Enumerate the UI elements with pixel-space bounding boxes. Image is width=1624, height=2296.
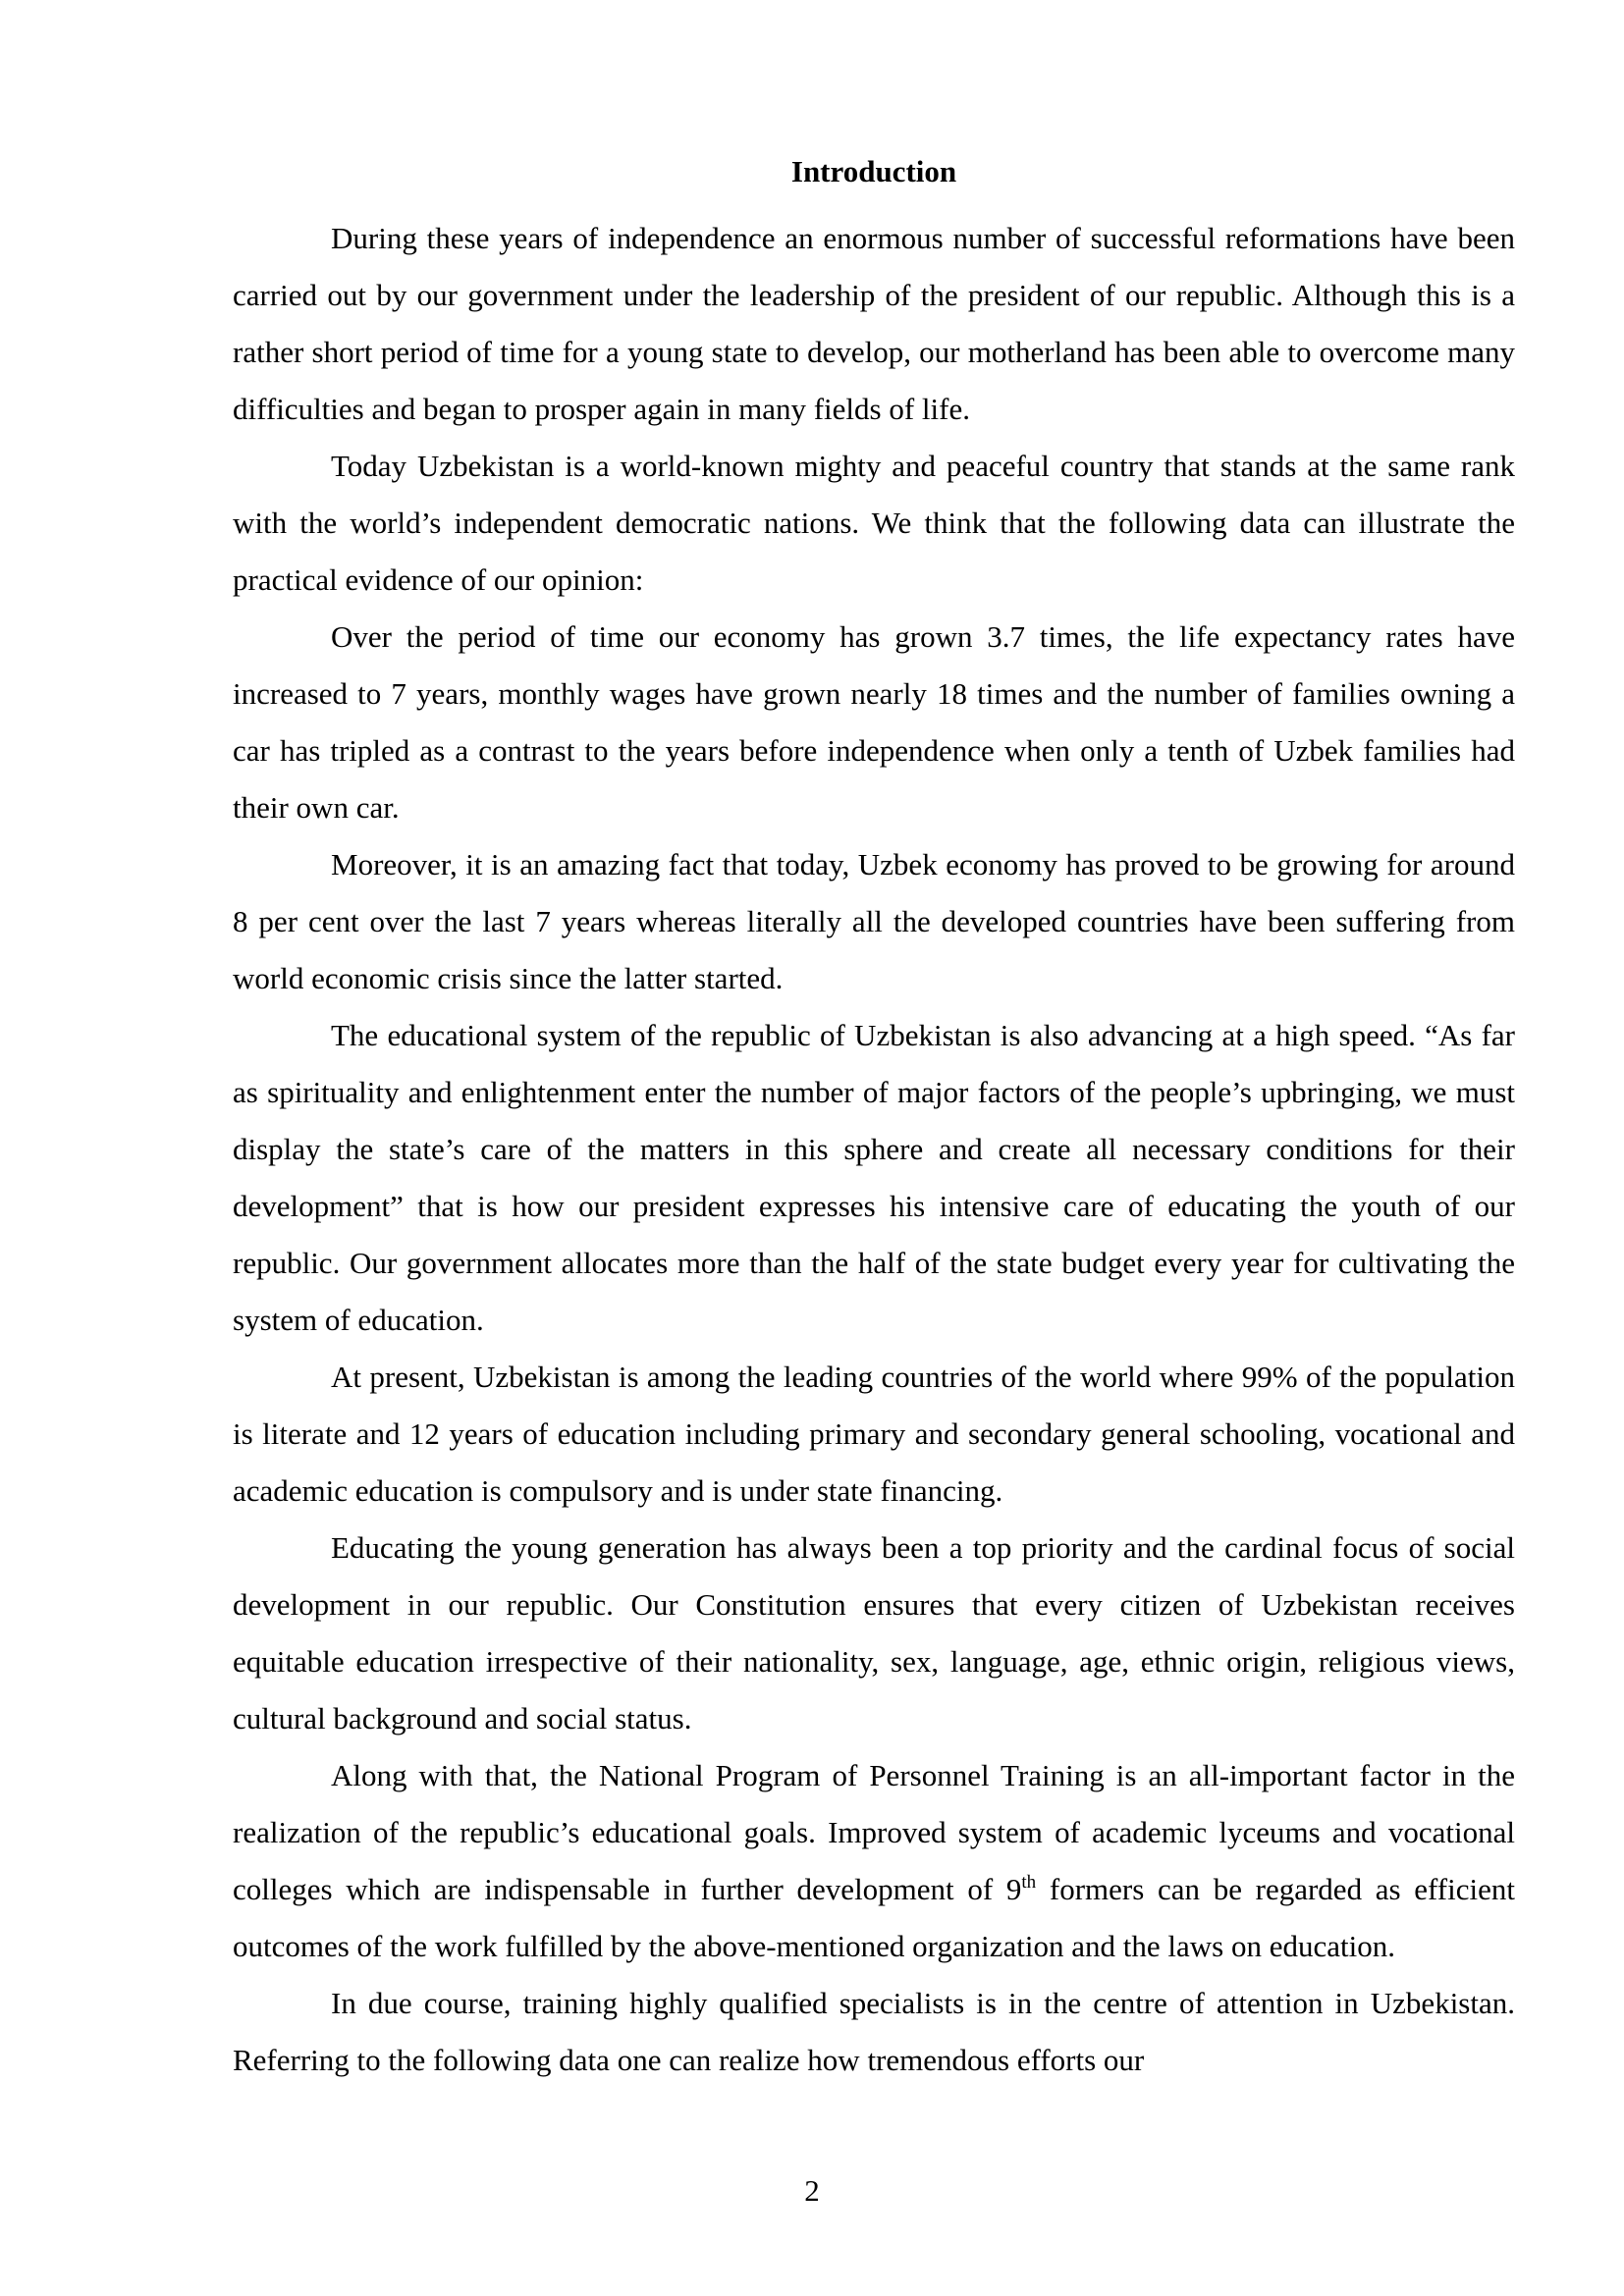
ordinal-superscript: th [1021,1872,1037,1893]
paragraph-2: Today Uzbekistan is a world-known mighty and peaceful country that stands at the same rank with the world’s independent democratic nations. We think that the following data can illustrate the practical evidence of our opinion: [233,449,1515,597]
paragraph-3: Over the period of time our economy has grown 3.7 times, the life expectancy rates have increased to 7 years, monthly wages have grown nearly 18 times and the number of families owning a car has tripled as a contrast to the years before independence when only a tenth of Uzbek families had their own car. [233,619,1515,825]
paragraph-5: The educational system of the republic of Uzbekistan is also advancing at a high speed. “As far as spirituality and enlightenment enter the number of major factors of the people’s upbringing, we must display the state’s care of the matters in this sphere and create all necessary conditions for their development” that is how our president expresses his intensive care of educating the youth of our republic. Our government allocates more than the half of the state budget every year for cultivating the system of education. [233,1018,1515,1337]
paragraph-8 [233,1747,1515,1975]
body-text [233,210,1515,2089]
page-number: 2 [804,2173,820,2208]
paragraph-6: At present, Uzbekistan is among the leading countries of the world where 99% of the population is literate and 12 years of education including primary and secondary general schooling, vocational and academic education is compulsory and is under state financing. [233,1360,1515,1508]
paragraph-8-text-after: formers can be regarded as efficient outcomes of the work fulfilled by the above-mentioned organization and the laws on education. [233,1872,1515,1963]
paragraph-8-text-before: Along with that, the National Program of Personnel Training is an all-important factor in the realization of the republic’s educational goals. Improved system of academic lyceums and vocational colleges which are indispensable in further development of 9 [233,1758,1515,1906]
paragraph-1: During these years of independence an enormous number of successful reformations have been carried out by our government under the leadership of the president of our republic. Although this is a rather short period of time for a young state to develop, our motherland has been able to overcome many difficulties and began to prosper again in many fields of life. [233,221,1515,426]
paragraph-7: Educating the young generation has always been a top priority and the cardinal focus of social development in our republic. Our Constitution ensures that every citizen of Uzbekistan receives equitable education irrespective of their nationality, sex, language, age, ethnic origin, religious views, cultural background and social status. [233,1530,1515,1735]
paragraph-4: Moreover, it is an amazing fact that today, Uzbek economy has proved to be growing for around 8 per cent over the last 7 years whereas literally all the developed countries have been suffering from world economic crisis since the latter started. [233,847,1515,995]
paragraph-9: In due course, training highly qualified specialists is in the centre of attention in Uzbekistan. Referring to the following data one can realize how tremendous efforts our [233,1986,1515,2077]
page-title: Introduction [790,154,957,188]
